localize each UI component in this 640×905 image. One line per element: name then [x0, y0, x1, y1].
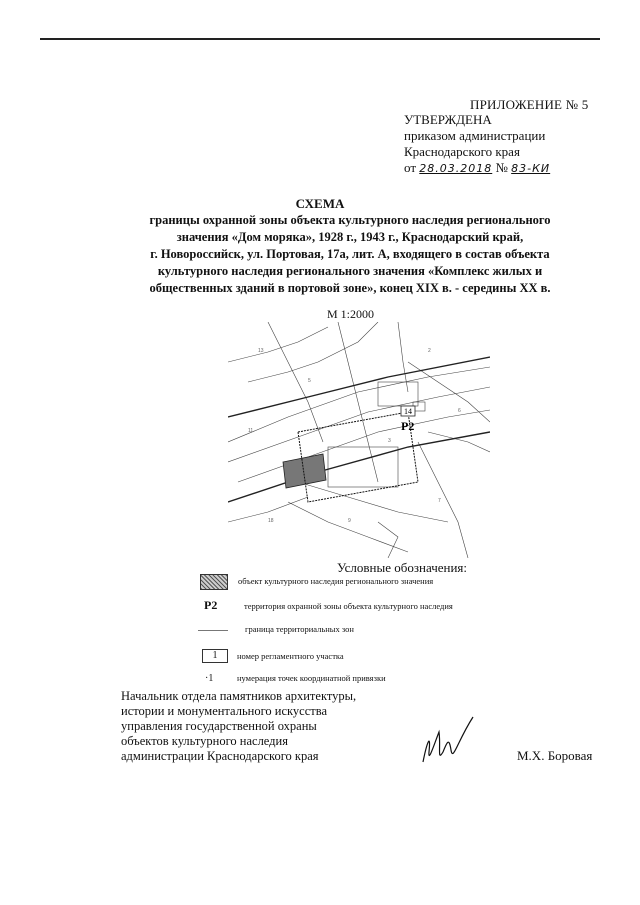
- number-prefix: №: [495, 160, 508, 175]
- subtitle-line-1: границы охранной зоны объекта культурного наследия регионального: [149, 213, 551, 227]
- svg-text:2: 2: [428, 348, 431, 354]
- svg-text:9: 9: [348, 518, 351, 524]
- svg-text:7: 7: [438, 498, 441, 504]
- legend-symbol-zone: Р2: [204, 598, 218, 612]
- legend-item-2: территория охранной зоны объекта культурного наследия: [244, 601, 453, 611]
- document-title: СХЕМА: [295, 196, 345, 211]
- legend-item-4: номер регламентного участка: [237, 651, 344, 661]
- svg-text:3: 3: [388, 438, 391, 444]
- approval-date: 28.03.2018: [419, 162, 493, 175]
- map-scale: М 1:2000: [327, 307, 375, 321]
- svg-text:13: 13: [258, 348, 264, 354]
- legend-line-boundary: [198, 630, 228, 631]
- approved-line1: приказом администрации: [404, 128, 546, 143]
- subtitle-line-5: общественных зданий в портовой зоне», конец XIX в. - середины XX в.: [149, 281, 551, 295]
- signatory-line-2: истории и монументального искусства: [121, 704, 328, 718]
- cadastral-map: [228, 322, 490, 558]
- annex-number: ПРИЛОЖЕНИЕ № 5: [470, 97, 589, 112]
- signatory-line-3: управления государственной охраны: [121, 719, 317, 733]
- approval-number: 83-КИ: [511, 162, 551, 175]
- legend-item-3: граница территориальных зон: [245, 624, 354, 634]
- signer-name: М.Х. Боровая: [517, 748, 593, 763]
- approved-label: УТВЕРЖДЕНА: [404, 112, 492, 127]
- map-zone-label: Р2: [401, 419, 415, 433]
- legend-swatch-heritage: [200, 574, 228, 590]
- legend-symbol-plot: 1: [202, 649, 228, 663]
- signatory-title: [121, 689, 356, 764]
- svg-text:11: 11: [248, 428, 254, 434]
- legend-item-5: нумерация точек координатной привязки: [237, 673, 386, 683]
- subtitle-line-4: культурного наследия регионального значения «Комплекс жилых и: [157, 264, 543, 278]
- map-plot-number: 14: [404, 407, 412, 416]
- date-prefix: от: [404, 160, 417, 175]
- heritage-object: [283, 454, 326, 488]
- subtitle-line-2: значения «Дом моряка», 1928 г., 1943 г., Краснодарский край,: [176, 230, 524, 244]
- legend-title: Условные обозначения:: [337, 560, 468, 575]
- document-subtitle: [110, 212, 590, 297]
- signatory-line-4: объектов культурного наследия: [121, 734, 288, 748]
- legend-symbol-point: ·1: [205, 673, 214, 684]
- approval-date-line: [404, 160, 550, 177]
- legend-item-1: объект культурного наследия регионального значения: [238, 576, 434, 586]
- approval-block: [404, 112, 550, 177]
- handwritten-signature: [413, 712, 483, 772]
- svg-text:6: 6: [458, 408, 461, 414]
- signatory-line-5: администрации Краснодарского края: [121, 749, 319, 763]
- subtitle-line-3: г. Новороссийск, ул. Портовая, 17а, лит. А, входящего в состав объекта: [150, 247, 550, 261]
- approved-line2: Краснодарского края: [404, 144, 520, 159]
- top-rule: [40, 38, 600, 40]
- signatory-line-1: Начальник отдела памятников архитектуры,: [121, 689, 357, 703]
- svg-text:5: 5: [308, 378, 311, 384]
- svg-text:18: 18: [268, 518, 274, 524]
